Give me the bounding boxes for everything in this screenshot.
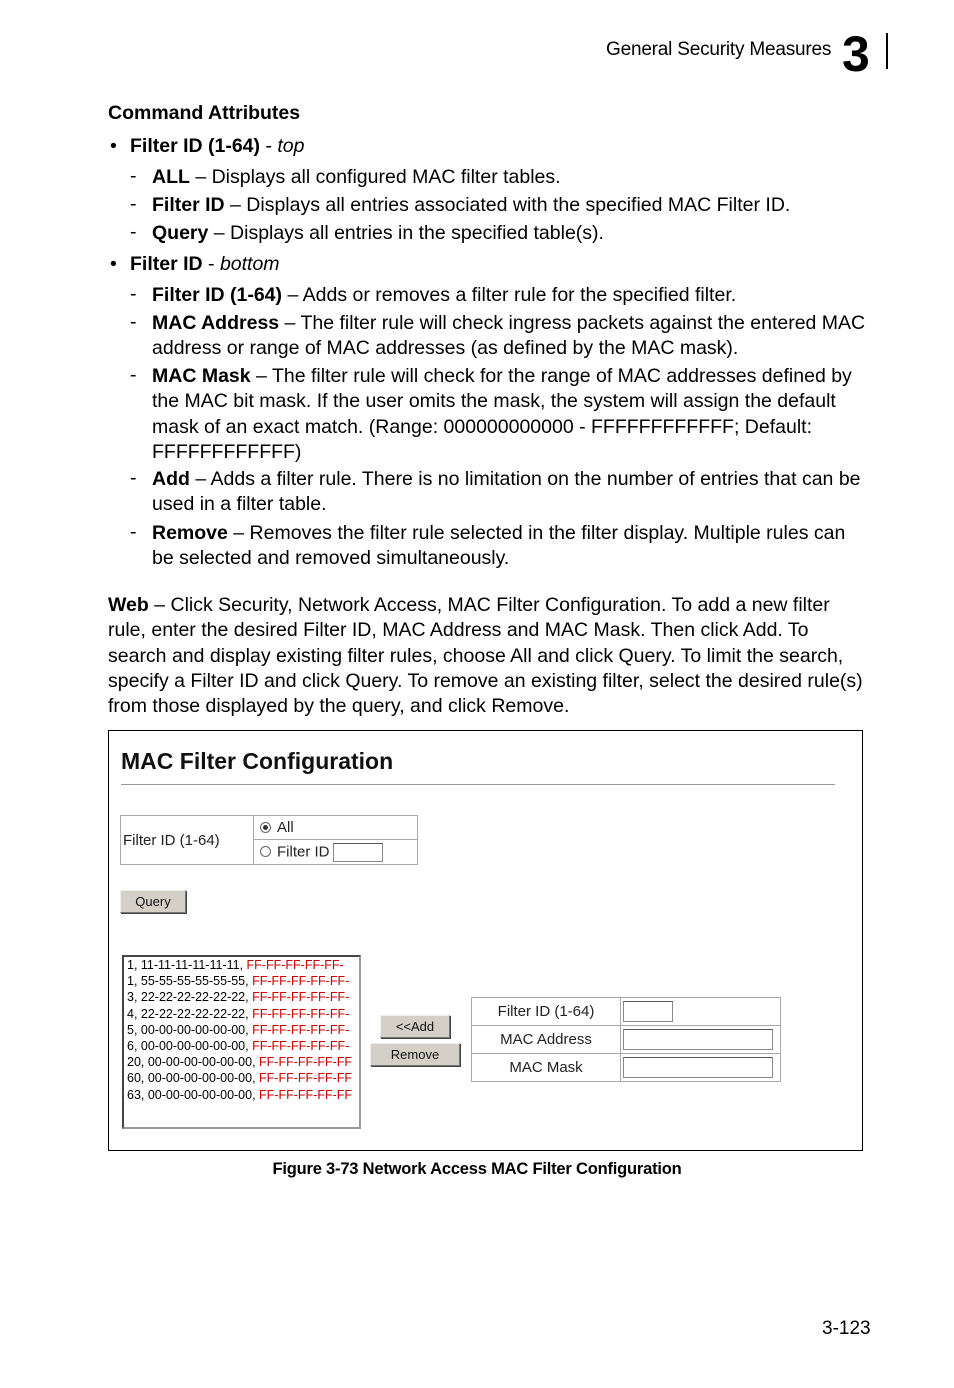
list-item[interactable]: 20, 00-00-00-00-00-00, FF-FF-FF-FF-FF (127, 1055, 353, 1070)
add-button[interactable]: <<Add (380, 1015, 450, 1038)
bullet-marker: • (110, 253, 117, 275)
option-filter-id[interactable]: Filter ID (254, 840, 418, 865)
bullet-2-label: Filter ID (130, 253, 203, 275)
add-filter-id-input[interactable] (623, 1001, 673, 1022)
add-filter-id-label: Filter ID (1-64) (472, 998, 621, 1026)
mac-address-label: MAC Address (472, 1026, 621, 1054)
page-number: 3-123 (822, 1318, 871, 1339)
bullet-2 (130, 253, 280, 276)
dash-marker: - (130, 364, 137, 386)
bullet-marker: • (110, 135, 117, 157)
section-heading: Command Attributes (108, 102, 301, 124)
list-item[interactable]: 6, 00-00-00-00-00-00, FF-FF-FF-FF-FF- (127, 1039, 350, 1054)
radio-filter-id[interactable] (260, 846, 271, 857)
bullet-2-sep: - (202, 253, 220, 275)
dash-marker: - (130, 165, 137, 187)
list-item[interactable]: 1, 55-55-55-55-55-55, FF-FF-FF-FF-FF- (127, 974, 350, 989)
filter-id-input[interactable] (333, 843, 383, 862)
chapter-number: 3 (842, 26, 870, 82)
item-mac-address: MAC Address – The filter rule will check ingress packets against the entered MAC address or range of MAC addresses (as defined by the MAC mask). (152, 312, 866, 360)
add-rule-table (471, 997, 781, 1082)
bullet-1-sep: - (260, 135, 278, 157)
running-header: General Security Measures (606, 39, 832, 60)
radio-all[interactable] (260, 822, 271, 833)
option-all[interactable]: All (254, 816, 418, 840)
item-add: Add – Adds a filter rule. There is no limitation on the number of entries that can be used in a filter table. (152, 468, 861, 516)
dash-marker: - (130, 283, 137, 305)
item-mac-mask: MAC Mask – The filter rule will check for the range of MAC addresses defined by the MAC bit mask. If the user omits the mask, the system will assign the default mask of an exact match. (Range: 000000000000 - FFFFFFFFFFFF; Default: FFFFFFFFFFFF) (152, 365, 852, 463)
bullet-1-pos: top (277, 135, 305, 157)
item-filter-id-range: Filter ID (1-64) – Adds or removes a filter rule for the specified filter. (152, 284, 737, 306)
list-item[interactable]: 4, 22-22-22-22-22-22, FF-FF-FF-FF-FF- (127, 1006, 350, 1021)
mac-mask-label: MAC Mask (472, 1054, 621, 1082)
dash-marker: - (130, 521, 137, 543)
item-all: ALL – Displays all configured MAC filter tables. (152, 166, 561, 188)
figure-title: MAC Filter Configuration (121, 748, 394, 774)
dash-marker: - (130, 467, 137, 489)
list-item[interactable]: 60, 00-00-00-00-00-00, FF-FF-FF-FF-FF (127, 1071, 353, 1086)
web-instructions: Web – Click Security, Network Access, MAC Filter Configuration. To add a new filter rule, enter the desired Filter ID, MAC Address and MAC Mask. Then click Add. To search and display existing filter rules, choose All and click Query. To limit the search, specify a Filter ID and click Query. To remove an existing filter, select the desired rule(s) from those displayed by the query, and click Remove. (108, 594, 863, 718)
figure-screenshot (108, 730, 863, 1151)
filter-id-label: Filter ID (1-64) (121, 816, 254, 865)
item-filter-id: Filter ID – Displays all entries associated with the specified MAC Filter ID. (152, 194, 791, 216)
list-item[interactable]: 5, 00-00-00-00-00-00, FF-FF-FF-FF-FF- (127, 1022, 350, 1037)
dash-marker: - (130, 193, 137, 215)
mac-address-input[interactable] (623, 1029, 773, 1050)
item-query: Query – Displays all entries in the specified table(s). (152, 222, 604, 244)
item-remove: Remove – Removes the filter rule selected in the filter display. Multiple rules can be selected and removed simultaneously. (152, 522, 846, 570)
list-item[interactable]: 1, 11-11-11-11-11-11, FF-FF-FF-FF-FF- (127, 958, 344, 972)
chapter-divider (886, 33, 888, 69)
bullet-2-pos: bottom (219, 253, 280, 275)
query-table (120, 815, 418, 865)
filter-listbox[interactable] (122, 955, 361, 1129)
figure-caption: Figure 3-73 Network Access MAC Filter Configuration (272, 1160, 682, 1178)
mac-mask-input[interactable] (623, 1057, 773, 1078)
dash-marker: - (130, 221, 137, 243)
add-filter-id-cell (621, 998, 781, 1026)
query-button[interactable]: Query (120, 890, 186, 913)
list-item[interactable]: 3, 22-22-22-22-22-22, FF-FF-FF-FF-FF- (127, 990, 350, 1005)
remove-button[interactable]: Remove (370, 1043, 460, 1066)
title-rule (121, 784, 835, 785)
bullet-1 (130, 135, 304, 158)
list-item[interactable]: 63, 00-00-00-00-00-00, FF-FF-FF-FF-FF (127, 1087, 353, 1102)
dash-marker: - (130, 311, 137, 333)
mac-address-cell (621, 1026, 781, 1054)
mac-mask-cell (621, 1054, 781, 1082)
bullet-1-label: Filter ID (1-64) (130, 135, 261, 157)
